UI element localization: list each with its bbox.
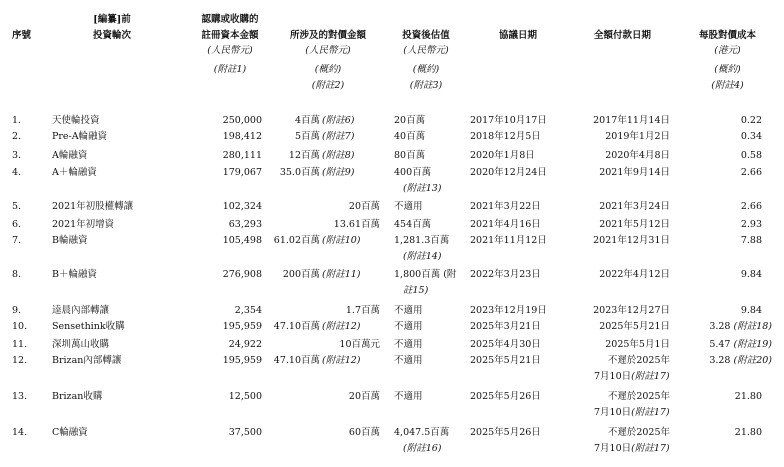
row-consideration: 200百萬: [282, 269, 320, 280]
row-pay-date-line2: 7月10日: [594, 371, 632, 382]
row-round: Sensethink收購: [52, 321, 125, 332]
row-round: 深圳萬山收購: [52, 339, 110, 350]
row-capital: 102,324: [222, 201, 262, 212]
row-valuation-note: 註15): [403, 285, 429, 296]
row-consideration-note: (附註12): [322, 355, 361, 366]
header-cost-approx: (概約): [714, 64, 741, 75]
row-consideration: 47.10百萬: [273, 355, 320, 366]
row-number: 12.: [12, 355, 28, 366]
header-capital-line2: 註冊資本金額: [201, 30, 259, 41]
row-capital: 37,500: [228, 427, 262, 438]
row-number: 8.: [12, 269, 22, 280]
row-pay-date: 2021年9月14日: [599, 167, 670, 178]
row-consideration: 47.10百萬: [273, 321, 320, 332]
row-agree-date: 2022年3月23日: [470, 269, 541, 280]
row-consideration: 61.02百萬: [273, 235, 320, 246]
row-valuation: 不適用: [394, 305, 423, 316]
row-cost: 0.58: [740, 150, 762, 161]
row-round: 天使輪投資: [52, 115, 100, 126]
row-cost: 0.22: [740, 115, 762, 126]
row-round: A輪融資: [52, 150, 88, 161]
header-valuation-line1: 投資後估值: [402, 30, 450, 41]
row-valuation: 不適用: [394, 355, 423, 366]
row-valuation: 不適用: [394, 321, 423, 332]
row-round: 逵晨內部轉讓: [52, 305, 110, 316]
row-pay-date-continued: [594, 443, 670, 455]
row-valuation: 1,281.3百萬: [394, 235, 450, 246]
row-capital: 280,111: [222, 150, 262, 161]
row-number: 10.: [12, 321, 28, 332]
row-pay-date: 2021年12月31日: [593, 235, 670, 246]
row-number: 2.: [12, 131, 22, 142]
header-round-line1: [編纂]前: [93, 14, 131, 25]
row-valuation: 20百萬: [394, 115, 426, 126]
row-cost-note: (附註20): [733, 355, 772, 366]
header-consideration-approx: (概約): [314, 64, 342, 75]
row-capital: 12,500: [228, 391, 262, 402]
row-pay-date: 2021年3月24日: [599, 201, 670, 212]
row-agree-date: 2020年1月8日: [470, 150, 535, 161]
row-valuation: 40百萬: [394, 131, 426, 142]
row-round: 2021年初增資: [52, 219, 115, 230]
row-pay-date: 2023年12月27日: [593, 305, 670, 316]
row-capital: 63,293: [228, 219, 262, 230]
header-agree-date: 協議日期: [498, 30, 537, 41]
row-cost: 9.84: [740, 269, 762, 280]
row-consideration-note: (附註9): [322, 167, 355, 178]
row-number: 5.: [12, 201, 22, 212]
row-agree-date: 2025年5月26日: [470, 427, 541, 438]
row-capital: 195,959: [222, 355, 262, 366]
header-consideration-note: (附註2): [311, 80, 345, 91]
row-consideration-note: (附註10): [322, 235, 361, 246]
row-round: Pre-A輪融資: [52, 131, 108, 142]
row-cost: 9.84: [740, 305, 762, 316]
header-cost-note: (附註4): [711, 80, 744, 91]
row-agree-date: 2018年12月5日: [470, 131, 541, 142]
row-pay-date-continued: [594, 371, 670, 383]
header-seq: 序號: [12, 30, 32, 41]
row-agree-date: 2025年5月21日: [470, 355, 541, 366]
row-pay-date: 2025年5月1日: [605, 339, 670, 350]
row-cost: 2.66: [740, 201, 762, 212]
row-number: 11.: [12, 339, 28, 350]
row-agree-date: 2025年3月21日: [470, 321, 541, 332]
row-pay-date: 2020年4月8日: [605, 150, 670, 161]
row-cost: 3.28: [709, 321, 731, 332]
row-consideration-note: (附註8): [322, 150, 355, 161]
row-agree-date: 2025年5月26日: [470, 391, 541, 402]
row-cost: 21.80: [734, 391, 762, 402]
row-capital: 2,354: [234, 305, 262, 316]
row-round: B輪融資: [52, 235, 88, 246]
row-number: 1.: [12, 115, 22, 126]
row-number: 9.: [12, 305, 22, 316]
row-pay-date-continued: [594, 407, 670, 419]
row-capital: 276,908: [222, 269, 262, 280]
row-round: C輪融資: [52, 427, 88, 438]
row-number: 4.: [12, 167, 22, 178]
row-cost: 5.47: [709, 339, 731, 350]
row-pay-date-note: (附註17): [631, 407, 670, 418]
row-cost-note: (附註18): [733, 321, 772, 332]
row-cost: 0.34: [740, 131, 762, 142]
row-capital: 24,922: [228, 339, 262, 350]
header-round-line2: 投資輪次: [92, 30, 131, 41]
row-agree-date: 2023年12月19日: [470, 305, 547, 316]
row-pay-date-line2: 7月10日: [594, 443, 632, 454]
row-consideration-note: (附註12): [322, 321, 361, 332]
row-agree-date: 2021年3月22日: [470, 201, 541, 212]
header-cost-unit: (港元): [714, 45, 741, 56]
row-cost-note: (附註19): [733, 339, 772, 350]
row-valuation-note: (附註16): [403, 443, 442, 454]
row-valuation: 1,800百萬 (附: [394, 269, 457, 280]
row-valuation: 80百萬: [394, 150, 426, 161]
header-valuation-approx: (概約): [412, 64, 440, 75]
row-pay-date-line2: 7月10日: [594, 407, 632, 418]
row-consideration-note: (附註11): [322, 269, 361, 280]
row-agree-date: 2021年4月16日: [470, 219, 541, 230]
row-pay-date: 不遲於2025年: [607, 427, 670, 438]
row-number: 13.: [12, 391, 28, 402]
header-valuation-unit: (人民幣元): [403, 45, 449, 56]
row-valuation-note: (附註14): [403, 251, 442, 262]
row-cost: 2.93: [740, 219, 762, 230]
row-pay-date: 2022年4月12日: [599, 269, 670, 280]
row-valuation: 不適用: [394, 201, 423, 212]
header-valuation-note: (附註3): [409, 80, 443, 91]
row-agree-date: 2025年4月30日: [470, 339, 541, 350]
row-valuation: 不適用: [394, 391, 423, 402]
header-pay-date: 全額付款日期: [593, 30, 651, 41]
row-valuation: 400百萬: [394, 167, 432, 178]
header-capital-unit: (人民幣元): [207, 45, 253, 56]
row-valuation-note: (附註13): [403, 183, 442, 194]
row-consideration-note: (附註7): [322, 131, 355, 142]
row-cost-group: [670, 321, 772, 333]
row-consideration: 20百萬: [348, 201, 380, 212]
row-pay-date-note: (附註17): [631, 443, 670, 454]
row-capital: 105,498: [222, 235, 262, 246]
row-consideration: 5百萬: [294, 131, 320, 142]
row-pay-date: 2025年5月21日: [599, 321, 670, 332]
row-consideration: 10百萬元: [339, 339, 380, 350]
row-pay-date: 2019年1月2日: [605, 131, 670, 142]
header-consideration-line1: 所涉及的對價金額: [289, 30, 366, 41]
row-consideration: 4百萬: [294, 115, 320, 126]
row-agree-date: 2020年12月24日: [470, 167, 547, 178]
row-consideration: 35.0百萬: [279, 167, 320, 178]
row-pay-date: 不遲於2025年: [607, 355, 670, 366]
header-capital-line1: 認購或收購的: [201, 14, 259, 25]
header-cost-line1: 每股對價成本: [698, 30, 756, 41]
row-consideration: 12百萬: [288, 150, 320, 161]
row-agree-date: 2021年11月12日: [470, 235, 547, 246]
row-pay-date: 2017年11月14日: [593, 115, 670, 126]
row-valuation: 454百萬: [394, 219, 432, 230]
row-round: Brizan內部轉讓: [52, 355, 122, 366]
row-pay-date-note: (附註17): [631, 371, 670, 382]
row-agree-date: 2017年10月17日: [470, 115, 547, 126]
header-consideration-unit: (人民幣元): [305, 45, 351, 56]
row-round: A＋輪融資: [52, 167, 97, 178]
row-valuation: 4,047.5百萬: [394, 427, 450, 438]
row-consideration: 60百萬: [348, 427, 380, 438]
row-round: Brizan收購: [52, 391, 103, 402]
row-cost: 21.80: [734, 427, 762, 438]
row-consideration-note: (附註6): [322, 115, 355, 126]
row-consideration: 20百萬: [348, 391, 380, 402]
row-cost-group: [670, 355, 772, 367]
row-consideration: 13.61百萬: [333, 219, 380, 230]
row-cost: 7.88: [740, 235, 762, 246]
row-round: B＋輪融資: [52, 269, 97, 280]
row-consideration: 1.7百萬: [345, 305, 380, 316]
header-capital-note: (附註1): [213, 64, 247, 75]
row-number: 14.: [12, 427, 28, 438]
row-capital: 179,067: [222, 167, 262, 178]
row-cost: 2.66: [740, 167, 762, 178]
row-pay-date: 不遲於2025年: [607, 391, 670, 402]
row-number: 7.: [12, 235, 22, 246]
row-cost-group: [670, 339, 772, 351]
row-number: 6.: [12, 219, 22, 230]
row-valuation: 不適用: [394, 339, 423, 350]
row-cost: 3.28: [709, 355, 731, 366]
row-number: 3.: [12, 150, 22, 161]
row-capital: 250,000: [222, 115, 262, 126]
row-round: 2021年初股權轉讓: [52, 201, 134, 212]
row-capital: 198,412: [222, 131, 262, 142]
row-capital: 195,959: [222, 321, 262, 332]
row-pay-date: 2021年5月12日: [599, 219, 670, 230]
